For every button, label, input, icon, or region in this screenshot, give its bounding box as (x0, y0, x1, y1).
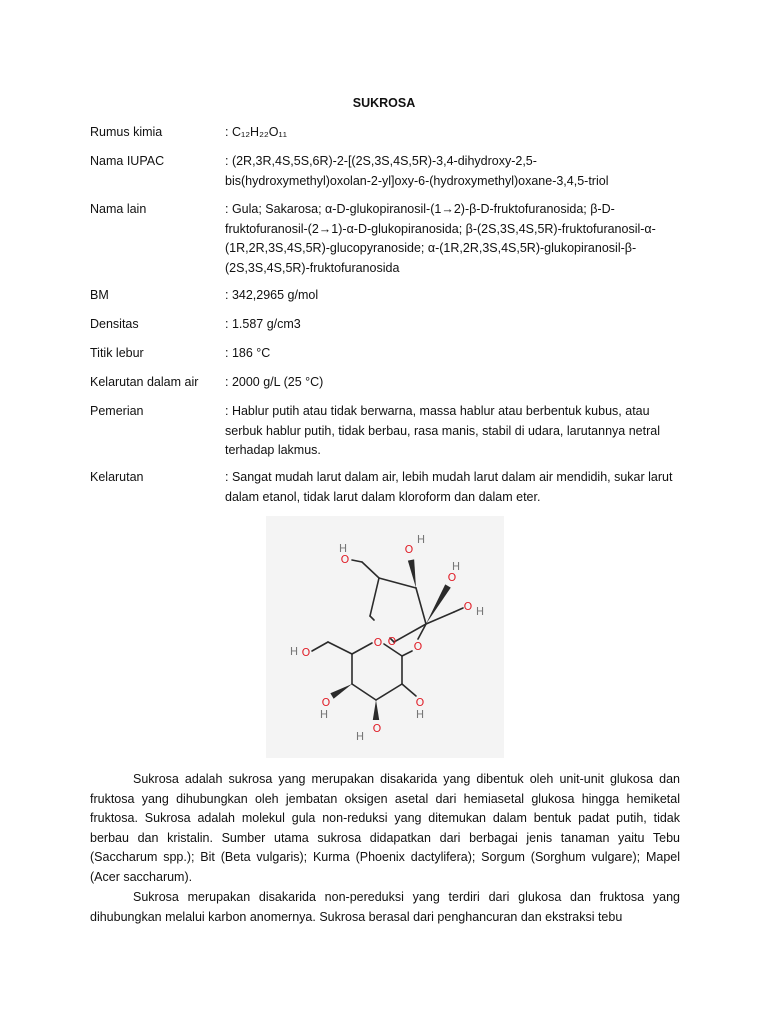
property-value: : C₁₂H₂₂O₁₁ (225, 125, 287, 139)
ring-oxygen-label: O (387, 635, 397, 648)
wedge-bond (330, 684, 352, 699)
bond (416, 588, 426, 624)
hydrogen-label: H (338, 542, 348, 555)
bond (426, 612, 454, 624)
bond (352, 684, 376, 700)
ring-oxygen-label: O (373, 636, 383, 649)
hydroxyl-oxygen-label: O (404, 543, 414, 556)
hydroxyl-oxygen-label: O (415, 696, 425, 709)
wedge-bond (408, 559, 416, 588)
document-title: SUKROSA (352, 96, 416, 110)
property-label: Kelarutan dalam air (90, 375, 199, 389)
glycosidic-oxygen-label: O (413, 640, 423, 653)
property-value: : Gula; Sakarosa; α-D-glukopiranosil-(1→2)-β-D-fruktofuranosida; β-D-fruktofuranosil-(2→1)-α-D-glukopiranosida; β-(2S,3S,4S,5R)-fruktofuranosil-α-(1R,2R,3S,4S,5R)-glucopyranoside; α-(1R,2R,3S,4S,5R)-glukopiranosil-β-(2S,3S,4S,5R)-fruktofuranosida (225, 202, 656, 275)
hydrogen-label: H (289, 645, 299, 658)
hydrogen-label: H (355, 730, 365, 743)
hydroxyl-oxygen-label: O (447, 571, 457, 584)
bond (370, 578, 379, 616)
property-value: : (2R,3R,4S,5S,6R)-2-[(2S,3S,4S,5R)-3,4-dihydroxy-2,5-bis(hydroxymethyl)oxolan-2-yl]oxy-6-(hydroxymethyl)oxane-3,4,5-triol (225, 154, 609, 188)
property-label: Kelarutan (90, 470, 144, 484)
property-label: Nama lain (90, 202, 147, 216)
bond (352, 643, 372, 654)
hydroxyl-oxygen-label: O (321, 696, 331, 709)
hydrogen-label: H (415, 708, 425, 721)
sucrose-structure-figure (266, 516, 504, 758)
property-value: : 1.587 g/cm3 (225, 317, 301, 331)
property-label: BM (90, 288, 109, 302)
bond (328, 642, 352, 654)
bond (379, 578, 416, 588)
paragraph: Sukrosa adalah sukrosa yang merupakan disakarida yang dibentuk oleh unit-unit glukosa dan fruktosa yang dihubungkan oleh jembatan oksigen asetal dari hemiasetal glukosa hingga hemiketal fruktosa. Sukrosa adalah molekul gula non-reduksi yang ditemukan dalam bentuk padat putih, tidak berbau dan kristalin. Sumber utama sukrosa didapatkan dari berbagai jenis tanaman yaitu Tebu (Saccharum spp.); Bit (Beta vulgaris); Kurma (Phoenix dactylifera); Sorgum (Sorghum vulgare); Mapel (Acer saccharum). (90, 772, 680, 884)
property-value: : 342,2965 g/mol (225, 288, 319, 302)
hydroxyl-oxygen-label: O (301, 646, 311, 659)
property-value: : 2000 g/L (25 °C) (225, 375, 324, 389)
hydroxyl-oxygen-label: O (340, 553, 350, 566)
bond (370, 616, 374, 620)
property-label: Titik lebur (90, 346, 144, 360)
bond (402, 651, 412, 656)
bond (454, 608, 463, 612)
property-value: : 186 °C (225, 346, 271, 360)
hydroxyl-oxygen-label: O (372, 722, 382, 735)
paragraph: Sukrosa merupakan disakarida non-pereduksi yang terdiri dari glukosa dan fruktosa yang dihubungkan melalui karbon anomernya. Sukrosa berasal dari penghancuran dan ekstraksi tebu (90, 890, 680, 924)
bond (402, 684, 416, 696)
property-label: Nama IUPAC (90, 154, 165, 168)
property-value: : Sangat mudah larut dalam air, lebih mudah larut dalam air mendidih, sukar larut dalam etanol, tidak larut dalam kloroform dan dalam eter. (225, 470, 673, 504)
bond (312, 642, 328, 651)
wedge-bond (373, 700, 379, 720)
hydrogen-label: H (475, 605, 485, 618)
bond (362, 562, 379, 578)
bond (376, 684, 402, 700)
hydrogen-label: H (416, 533, 426, 546)
property-label: Rumus kimia (90, 125, 163, 139)
hydrogen-label: H (451, 560, 461, 573)
property-label: Pemerian (90, 404, 144, 418)
sucrose-molecule-diagram (266, 516, 504, 758)
hydroxyl-oxygen-label: O (463, 600, 473, 613)
bond (352, 560, 362, 562)
property-value: : Hablur putih atau tidak berwarna, massa hablur atau berbentuk kubus, atau serbuk hablur putih, tidak berbau, rasa manis, stabil di udara, larutannya netral terhadap lakmus. (225, 404, 660, 457)
property-label: Densitas (90, 317, 139, 331)
hydrogen-label: H (319, 708, 329, 721)
